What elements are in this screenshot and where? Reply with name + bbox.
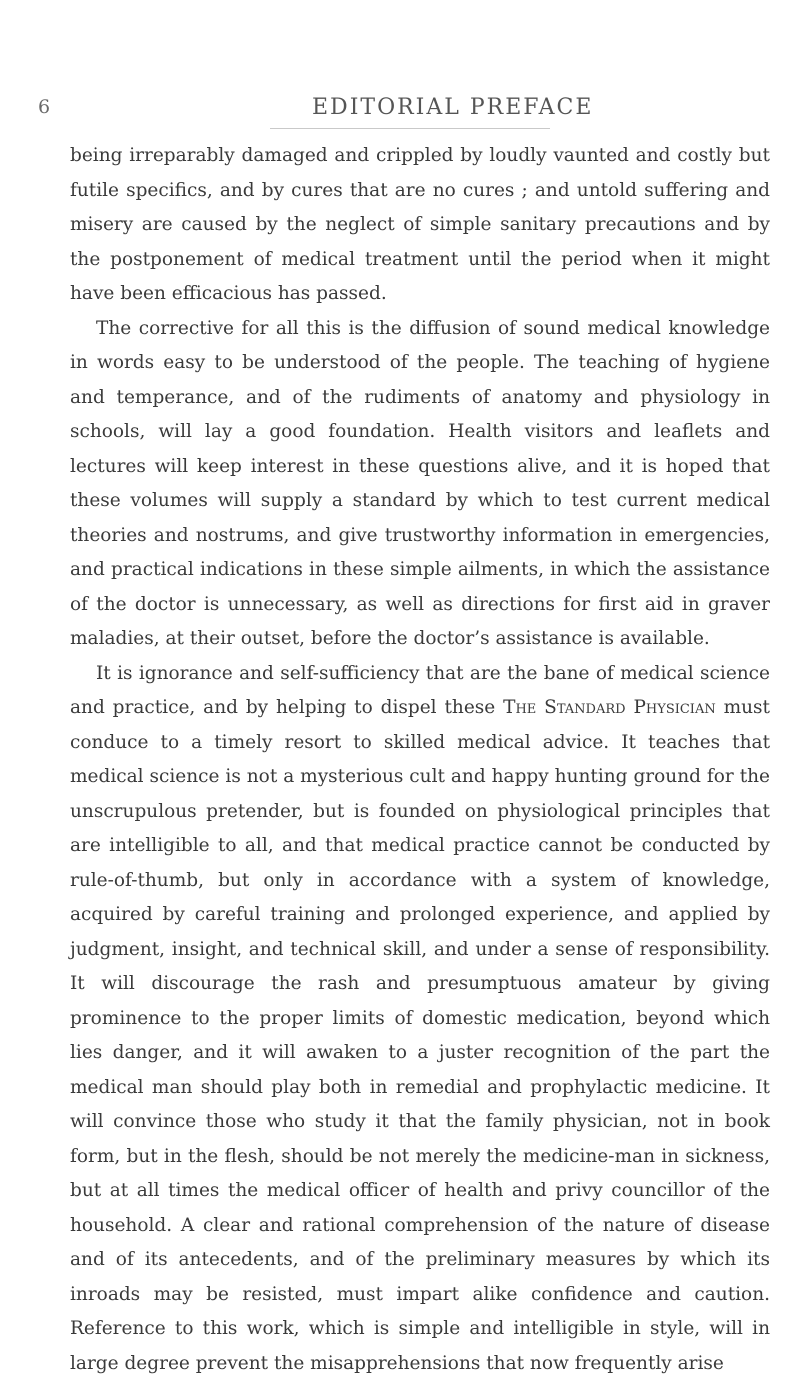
paragraph-1: being irreparably damaged and crippled by loudly vaunted and costly but futile specifics, and by cures that are no cures ; and untold suffering and misery are caused by the neglect of simple sanitary precautions and by the postponement of medical treatment until the period when it might have been efficacious has passed. [70, 139, 770, 312]
paragraph-3 [70, 657, 770, 1381]
paragraph-2: The corrective for all this is the diffusion of sound medical knowledge in words easy to be understood of the people. The teaching of hygiene and temperance, and of the rudiments of anatomy and physiology in schools, will lay a good foundation. Health visitors and leaflets and lectures will keep interest in these questions alive, and it is hoped that these volumes will supply a standard by which to test current medical theories and nostrums, and give trustworthy information in emergencies, and practical indications in these simple ailments, in which the assistance of the doctor is unnecessary, as well as directions for first aid in graver maladies, at their outset, before the doctor’s assistance is available. [70, 312, 770, 657]
paragraph-3-rest: must conduce to a timely resort to skilled medical advice. It teaches that medical science is not a mysterious cult and happy hunting ground for the unscrupulous pretender, but is founded on physiological principles that are intelligible to all, and that medical practice cannot be conducted by rule-of-thumb, but only in accordance with a system of knowledge, acquired by careful training and prolonged experience, and applied by judgment, insight, and technical skill, and under a sense of responsibility. It will discourage the rash and presumptuous amateur by giving prominence to the proper limits of domestic medication, beyond which lies danger, and it will awaken to a juster recognition of the part the medical man should play both in remedial and prophylactic medicine. It will convince those who study it that the family physician, not in book form, but in the flesh, should be not merely the medicine-man in sickness, but at all times the medical officer of health and privy councillor of the household. A clear and rational comprehension of the nature of disease and of its antecedents, and of the preliminary measures by which its inroads may be resisted, must impart alike confidence and caution. Reference to this work, which is simple and intelligible in style, will in large degree prevent the misapprehensions that now frequently arise [70, 697, 770, 1374]
paragraph-3-lead: It is ignorance and self-sufficiency that are the bane of medical science and practice, and by helping to dispel these [70, 663, 770, 719]
running-head: EDITORIAL PREFACE [312, 95, 593, 120]
body-text [70, 139, 770, 1381]
header-rule [270, 128, 550, 129]
book-title: The Standard Physician [503, 697, 716, 718]
page-number: 6 [38, 96, 50, 118]
